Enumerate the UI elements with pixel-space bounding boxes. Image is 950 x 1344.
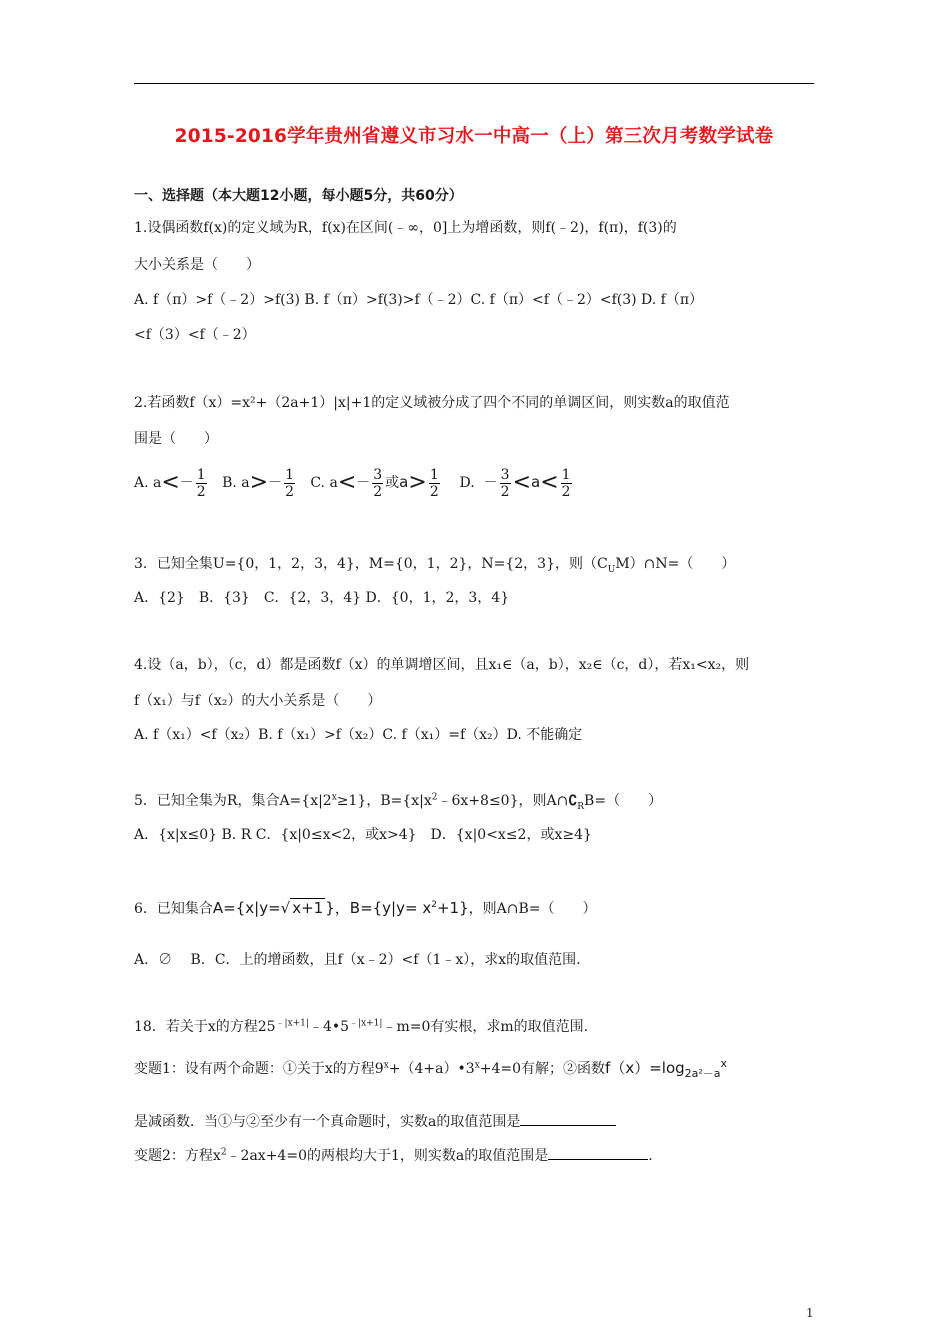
page-number: 1 <box>806 1306 814 1320</box>
fraction-half: $\frac{1}{2}$ <box>196 466 206 500</box>
variant1-line2: 是减函数．当①与②至少有一个真命题时，实数a的取值范围是 <box>134 1112 616 1132</box>
set-a-expression: A={x|y=√ x+1 }， <box>212 899 350 917</box>
q4-options: A. f（x₁）<f（x₂）B. f（x₁）>f（x₂）C. f（x₁）=f（x₂）D. 不能确定 <box>134 727 583 743</box>
q3-options: A．{2} B．{3} C．{2，3，4} D．{0，1，2，3，4} <box>134 590 510 606</box>
fraction-half: $\frac{1}{2}$ <box>285 466 294 500</box>
q2-option-d: D. － $\frac{3}{2}$ <a< $\frac{1}{2}$ <box>459 466 571 500</box>
q5-stem: 5．已知全集为R，集合$A=\{x|2^x\ge 1\}$，$B=\{x|x^2﹣6x+8\le 0\}$，则$A\cap∁_RB=$（ ） <box>134 792 663 812</box>
q2-stem-line2: 围是（ ） <box>134 431 218 447</box>
q2-stem-line1: 2.若函数f（x）=x²+（2a+1）|x|+1的定义域被分成了四个不同的单调区间，则实数a的取值范 <box>134 395 730 411</box>
q2-option-c: C. a<－ $\frac{3}{2}$ 或a> $\frac{1}{2}$ <box>310 466 439 500</box>
answer-blank <box>520 1113 616 1126</box>
variant2-line: 变题2：方程$x^2﹣2ax+4=0$的两根均大于1，则实数a的取值范围是 . <box>134 1147 653 1164</box>
variant1-line1: 变题1：设有两个命题：①关于x的方程$9^x+(4+a)•3^x+4=0$有解；②函数$f(x)=\log_{2a^2-a}^x$ <box>134 1057 728 1080</box>
q6-options: A．∅ B．C．上的增函数，且f（x﹣2）<f（1﹣x），求x的取值范围. <box>134 952 581 968</box>
document-title: 2015-2016学年贵州省遵义市习水一中高一（上）第三次月考数学试卷 <box>174 126 774 147</box>
q2-option-b: B. a>－ $\frac{1}{2}$ <box>222 466 294 500</box>
fraction-half: $\frac{1}{2}$ <box>561 466 571 500</box>
q2-options <box>134 464 574 501</box>
q4-stem-line2: f（x₁）与f（x₂）的大小关系是（ ） <box>134 693 382 709</box>
fraction-three-halves: $\frac{3}{2}$ <box>373 466 383 500</box>
sqrt-symbol: √ <box>280 899 291 917</box>
fraction-half: $\frac{1}{2}$ <box>429 466 439 500</box>
fraction-three-halves: $\frac{3}{2}$ <box>500 466 510 500</box>
q5-options: A．{x|x≤0} B. R C．{x|0≤x<2，或x>4} D．{x|0<x≤2，或x≥4} <box>134 827 592 843</box>
q4-stem-line1: 4.设（a，b），（c，d）都是函数f（x）的单调增区间，且x₁∈（a，b），x₂∈（c，d），若x₁<x₂，则 <box>134 657 750 673</box>
q1-options-line1: A. f（π）>f（﹣2）>f(3) B. f（π）>f(3)>f（﹣2）C. f（π）<f（﹣2）<f(3) D. f（π） <box>134 292 704 308</box>
q2-option-a: A. a<－ $\frac{1}{2}$ <box>134 466 206 500</box>
q1-stem-line2: 大小关系是（ ） <box>134 257 260 273</box>
set-b-expression: $B=\{y|y= x^2+1\}$ <box>349 899 469 917</box>
q18-stem: 18．若关于x的方程$25^{﹣|x+1|}﹣4•5^{﹣|x+1|}﹣m=0$有实根，求m的取值范围. <box>134 1018 589 1035</box>
answer-blank <box>548 1147 648 1160</box>
section-heading: 一、选择题（本大题12小题，每小题5分，共60分） <box>134 188 463 204</box>
q1-options-line2: <f（3）<f（﹣2） <box>134 327 256 343</box>
q6-stem: 6．已知集合A={x|y=√ x+1 }，$B=\{y|y= x^2+1\}$，则A∩B=（ ） <box>134 899 597 917</box>
q1-stem-line1: 1.设偶函数f(x)的定义域为R，f(x)在区间(﹣∞，0]上为增函数，则f(﹣2)，f(π)，f(3)的 <box>134 220 677 236</box>
q3-stem: 3．已知全集U={0，1，2，3，4}，M={0，1，2}，N={2，3}，则$(C_UM)\cap N=$（ ） <box>134 556 736 575</box>
log-function-expression: $f(x)=\log_{2a^2-a}^x$ <box>605 1057 728 1080</box>
header-rule <box>134 83 814 84</box>
